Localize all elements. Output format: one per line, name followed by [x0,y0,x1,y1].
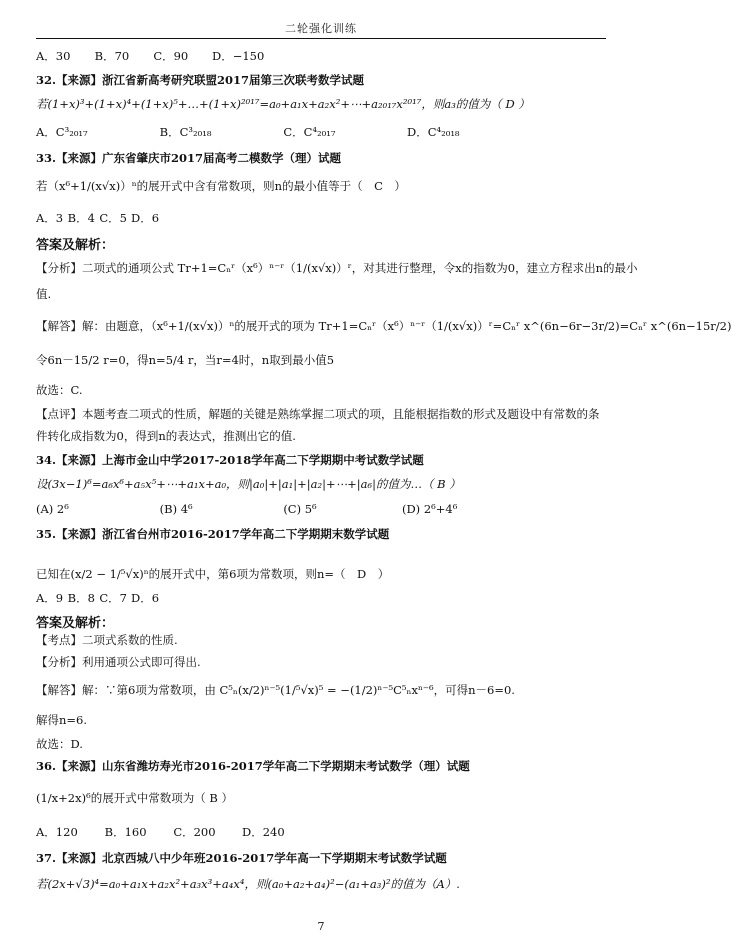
q36-stem: (1/x+2x)⁶的展开式中常数项为（ B ） [36,791,233,805]
q33-stem: 若（x⁶+1/(x√x)）ⁿ的展开式中含有常数项，则n的最小值等于（ C ） [36,179,406,193]
option: B．70 [94,49,130,63]
option: (C) 5⁶ [283,502,317,516]
q33-source: 33.【来源】广东省肇庆市2017届高考二模数学（理）试题 [36,151,342,165]
comment-text: 件转化成指数为0，得到n的表达式，推测出它的值. [36,429,296,443]
option: D．6 [130,591,160,605]
q36-options [36,824,285,840]
option: D．−150 [211,49,265,63]
option: D．240 [241,825,285,839]
option: A．3 [36,211,64,225]
option: D．6 [130,211,160,225]
option: D．C⁴₂₀₁₈ [406,125,460,139]
analysis-text: 【分析】二项式的通项公式 Tr+1=Cₙʳ（x⁶）ⁿ⁻ʳ（1/(x√x)）ʳ，对其进行整理，令x的指数为0，建立方程求出n的最小 [36,261,638,275]
choice-text: 故选：D. [36,737,83,751]
answer-heading: 答案及解析： [36,238,115,253]
analysis-text: 值. [36,287,52,301]
option: C．90 [153,49,189,63]
option: A．120 [36,825,78,839]
page-header: 二轮强化训练 [285,22,357,35]
q31-options [36,48,264,64]
answer-heading: 答案及解析： [36,616,115,631]
option: C．C⁴₂₀₁₇ [283,125,336,139]
q32-options [36,124,460,140]
option: (D) 2⁶+4⁶ [401,502,458,516]
solution-step: 令6n－15/2 r=0，得n=5/4 r，当r=4时，n取到最小值5 [36,353,335,367]
q35-source: 35.【来源】浙江省台州市2016-2017学年高二下学期期末数学试题 [36,527,390,541]
q34-source: 34.【来源】上海市金山中学2017-2018学年高二下学期期中考试数学试题 [36,453,424,467]
result-text: 解得n=6. [36,713,88,727]
q35-options [36,590,159,606]
option: A．C³₂₀₁₇ [36,125,88,139]
point-text: 【考点】二项式系数的性质. [36,633,178,647]
q34-options [36,502,457,516]
solution-text: 【解答】解：由题意，（x⁶+1/(x√x)）ⁿ的展开式的项为 Tr+1=Cₙʳ（x⁶）ⁿ⁻ʳ（1/(x√x)）ʳ=Cₙʳ x^(6n−6r−3r/2)=Cₙʳ x^(6n−15r/2) [36,319,731,333]
page-number: 7 [317,920,325,933]
option: C．7 [99,591,127,605]
comment-text: 【点评】本题考查二项式的性质，解题的关键是熟练掌握二项式的项，且能根据指数的形式及题设中有常数的条 [36,407,600,421]
option: B．160 [104,825,147,839]
option: B．C³₂₀₁₈ [159,125,212,139]
option: C．200 [173,825,216,839]
solution-text: 【解答】解：∵第6项为常数项，由 C⁵ₙ(x/2)ⁿ⁻⁵(1/⁵√x)⁵ = −(1/2)ⁿ⁻⁵C⁵ₙxⁿ⁻⁶，可得n－6=0. [36,683,515,697]
option: (B) 4⁶ [159,502,193,516]
option: B．8 [67,591,95,605]
analysis-text: 【分析】利用通项公式即可得出. [36,655,201,669]
option: A．30 [36,49,71,63]
q32-source: 32.【来源】浙江省新高考研究联盟2017届第三次联考数学试题 [36,73,365,87]
q37-source: 37.【来源】北京西城八中少年班2016-2017学年高一下学期期末考试数学试题 [36,851,447,865]
q33-options [36,210,159,226]
option: B．4 [67,211,95,225]
q34-stem: 设(3x−1)⁶=a₆x⁶+a₅x⁵+⋯+a₁x+a₀，则|a₀|+|a₁|+|a₂|+⋯+|a₆|的值为…（ B ） [36,477,461,491]
option: C．5 [99,211,127,225]
q37-stem: 若(2x+√3)⁴=a₀+a₁x+a₂x²+a₃x³+a₄x⁴，则(a₀+a₂+a₄)²−(a₁+a₃)²的值为（A）. [36,877,460,891]
header-rule [36,38,606,39]
option: (A) 2⁶ [36,502,69,516]
q36-source: 36.【来源】山东省潍坊寿光市2016-2017学年高二下学期期末考试数学（理）试题 [36,759,470,773]
q35-stem: 已知在(x/2 − 1/⁵√x)ⁿ的展开式中，第6项为常数项，则n=（ D ） [36,567,390,581]
q32-stem: 若(1+x)³+(1+x)⁴+(1+x)⁵+…+(1+x)²⁰¹⁷=a₀+a₁x+a₂x²+⋯+a₂₀₁₇x²⁰¹⁷，则a₃的值为（ D ） [36,97,530,111]
choice-text: 故选：C. [36,383,83,397]
option: A．9 [36,591,64,605]
